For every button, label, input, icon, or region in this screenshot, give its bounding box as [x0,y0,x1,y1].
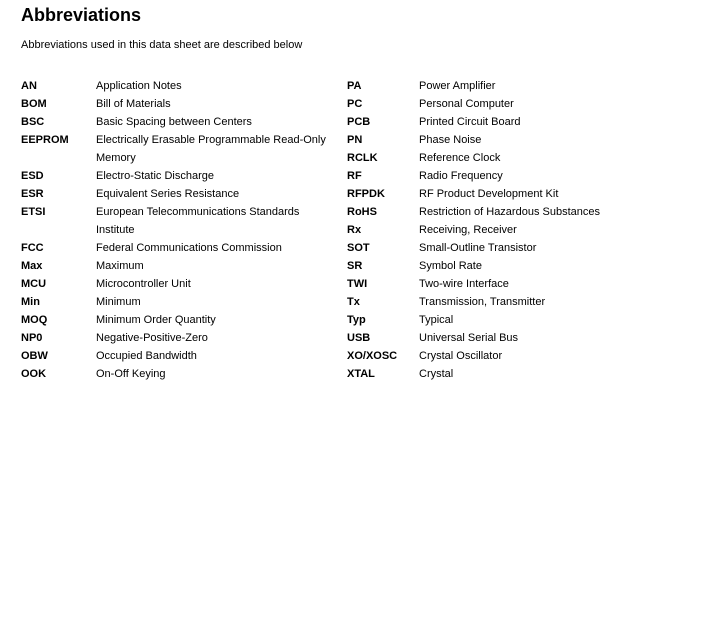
abbreviation-row [347,203,707,221]
abbreviation-row [21,311,341,329]
abbreviation-term: TWI [347,278,368,290]
abbreviation-term: Min [21,296,40,308]
abbreviation-term: ESR [21,188,44,200]
abbreviation-term: RCLK [347,152,378,164]
abbreviations-left-column [21,77,341,383]
abbreviation-row [21,203,341,221]
abbreviation-row [347,347,707,365]
abbreviation-definition: On-Off Keying [96,368,166,380]
abbreviation-definition: Microcontroller Unit [96,278,191,290]
page-title: Abbreviations [21,5,142,25]
abbreviation-definition: Restriction of Hazardous Substances [419,206,600,218]
abbreviation-definition: Electro-Static Discharge [96,170,214,182]
abbreviation-row [21,347,341,365]
abbreviation-definition: Crystal [419,368,454,380]
abbreviation-definition: Transmission, Transmitter [419,296,546,308]
abbreviation-definition: Small-Outline Transistor [419,242,537,254]
abbreviation-definition: Phase Noise [419,134,482,146]
abbreviation-definition: Bill of Materials [96,98,171,110]
abbreviation-term: XO/XOSC [347,350,398,362]
abbreviation-term: RoHS [347,206,377,218]
abbreviation-row [347,329,707,347]
abbreviation-row [347,365,707,383]
abbreviation-definition: Reference Clock [419,152,501,164]
abbreviation-definition: Two-wire Interface [419,278,509,290]
abbreviation-term: OBW [21,350,48,362]
abbreviation-definition: Institute [96,224,135,236]
abbreviation-definition: Printed Circuit Board [419,116,521,128]
abbreviation-definition: Maximum [96,260,144,272]
abbreviation-row [347,131,707,149]
abbreviation-row [21,329,341,347]
abbreviation-definition: RF Product Development Kit [419,188,559,200]
abbreviation-term: RF [347,170,362,182]
abbreviation-definition: Power Amplifier [419,80,496,92]
abbreviation-term: BSC [21,116,45,128]
abbreviation-term: USB [347,332,371,344]
abbreviation-row [347,95,707,113]
abbreviation-definition: Basic Spacing between Centers [96,116,252,128]
abbreviation-term: PA [347,80,362,92]
abbreviation-term: BOM [21,98,47,110]
abbreviation-definition: European Telecommunications Standards [96,206,300,218]
abbreviation-row [21,95,341,113]
abbreviation-row [347,239,707,257]
abbreviation-definition: Minimum [96,296,141,308]
abbreviation-term: ESD [21,170,44,182]
abbreviation-definition: Application Notes [96,80,182,92]
abbreviation-definition: Typical [419,314,454,326]
abbreviation-row [21,77,341,95]
abbreviation-row [347,77,707,95]
abbreviation-row [21,113,341,131]
abbreviations-right-column [347,77,707,383]
abbreviation-term: PC [347,98,363,110]
abbreviation-row-continuation [21,221,341,239]
abbreviation-definition: Federal Communications Commission [96,242,282,254]
abbreviation-row [347,167,707,185]
abbreviation-row [347,311,707,329]
abbreviation-definition: Memory [96,152,136,164]
abbreviation-row [21,239,341,257]
abbreviation-term: FCC [21,242,44,254]
abbreviation-term: ETSI [21,206,46,218]
abbreviation-term: EEPROM [21,134,69,146]
abbreviation-definition: Radio Frequency [419,170,503,182]
abbreviation-definition: Equivalent Series Resistance [96,188,240,200]
abbreviation-row [21,167,341,185]
abbreviation-term: Typ [347,314,366,326]
abbreviation-term: SR [347,260,363,272]
intro-text: Abbreviations used in this data sheet are described below [21,39,303,51]
abbreviation-row [21,293,341,311]
abbreviation-row [21,185,341,203]
abbreviation-definition: Minimum Order Quantity [96,314,216,326]
abbreviation-term: OOK [21,368,47,380]
abbreviation-row [347,221,707,239]
abbreviation-definition: Electrically Erasable Programmable Read-Only [96,134,326,146]
abbreviation-term: Max [21,260,43,272]
abbreviation-term: PN [347,134,363,146]
abbreviation-row-continuation [21,149,341,167]
abbreviation-row [21,131,341,149]
abbreviation-row [21,257,341,275]
abbreviation-term: RFPDK [347,188,385,200]
abbreviation-definition: Symbol Rate [419,260,482,272]
abbreviation-definition: Universal Serial Bus [419,332,519,344]
abbreviation-definition: Personal Computer [419,98,514,110]
abbreviation-term: Tx [347,296,360,308]
abbreviation-term: MCU [21,278,47,290]
abbreviation-row [347,275,707,293]
abbreviation-definition: Occupied Bandwidth [96,350,197,362]
abbreviation-term: Rx [347,224,362,236]
abbreviation-row [347,293,707,311]
abbreviation-row [21,365,341,383]
abbreviation-definition: Receiving, Receiver [419,224,517,236]
abbreviation-row [347,149,707,167]
abbreviation-definition: Negative-Positive-Zero [96,332,208,344]
abbreviation-row [347,257,707,275]
abbreviation-term: MOQ [21,314,48,326]
abbreviation-term: NP0 [21,332,43,344]
abbreviation-term: XTAL [347,368,375,380]
abbreviation-row [21,275,341,293]
abbreviation-row [347,113,707,131]
abbreviation-definition: Crystal Oscillator [419,350,503,362]
abbreviation-term: AN [21,80,37,92]
abbreviation-term: PCB [347,116,371,128]
abbreviation-row [347,185,707,203]
abbreviation-term: SOT [347,242,370,254]
